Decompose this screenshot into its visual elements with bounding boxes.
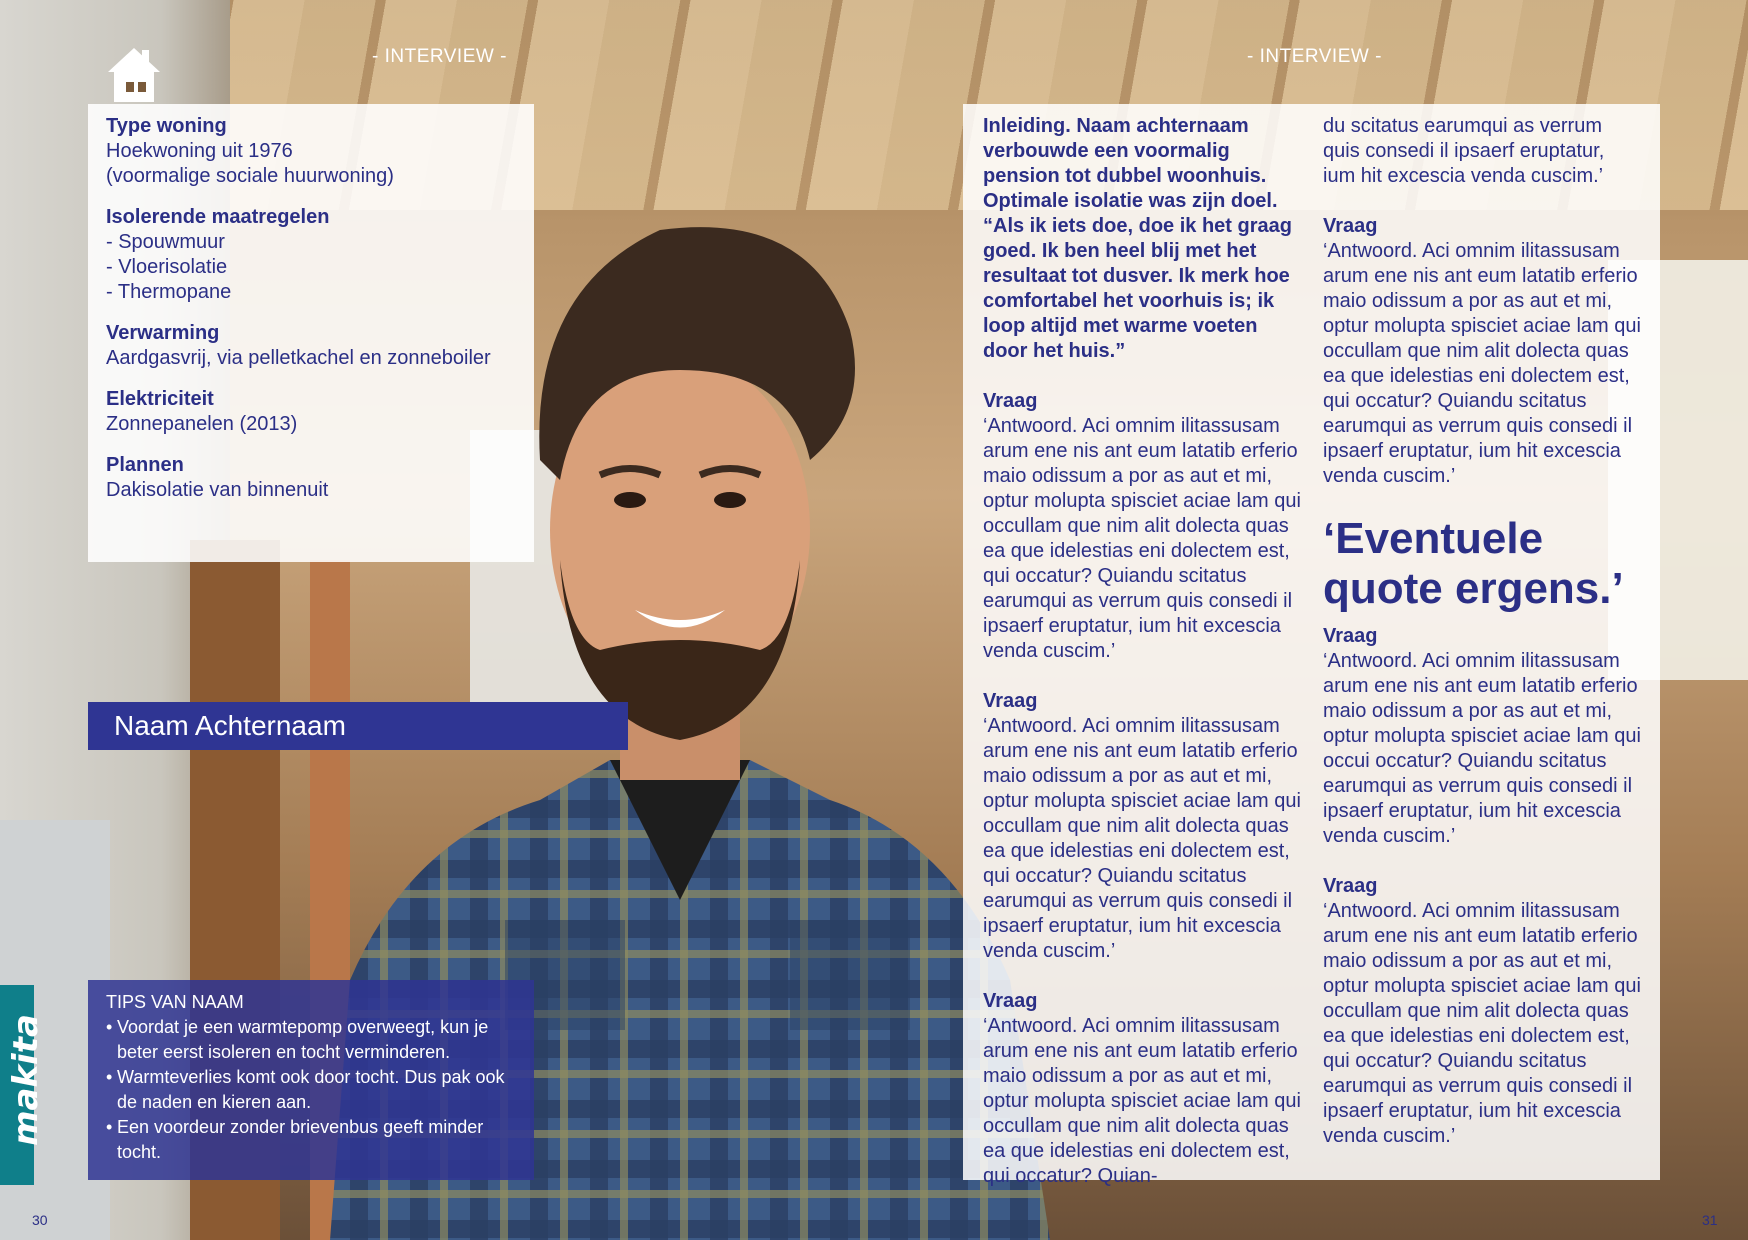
answer-text: ‘Antwoord. Aci omnim ilitassusam arum ene nis ant eum latatib erferio maio odissum a por as aut et mi, optur molupta spisciet aciae lam qui occui occatur? Quiandu scitatus earumqui as verrum quis consedi il ipsaerf eruptatur, ium hit excescia venda cuscim.’: [1323, 650, 1641, 847]
tips-list: [106, 1015, 516, 1165]
tip-item: • Voordat je een warmtepomp overweegt, kun je beter eerst isoleren en tocht verminderen.: [106, 1015, 516, 1065]
info-title: Isolerende maatregelen: [106, 206, 330, 228]
info-line: Hoekwoning uit 1976: [106, 140, 293, 162]
answer-continuation: du scitatus earumqui as verrum quis consedi il ipsaerf eruptatur, ium hit excescia venda cuscim.’: [1323, 115, 1605, 187]
house-info-panel: [88, 104, 534, 562]
info-title: Plannen: [106, 454, 184, 476]
info-line: - Spouwmuur: [106, 231, 225, 253]
article-panel: [963, 104, 1660, 1187]
interview-label-left: - INTERVIEW -: [372, 46, 507, 67]
info-verwarming: [106, 321, 516, 371]
question-label: Vraag: [1323, 875, 1378, 897]
article-intro: Inleiding. Naam achternaam verbouwde een voormalig pension tot dubbel woonhuis. Optimale isolatie was zijn doel. “Als ik iets doe, doe ik het graag goed. Ik ben heel blij met het resultaat tot dusver. Ik merk hoe comfortabel het voorhuis is; ik loop altijd met warme voeten door het huis.”: [983, 115, 1292, 362]
tips-box: [88, 980, 534, 1180]
question-label: Vraag: [1323, 625, 1378, 647]
info-line: Aardgasvrij, via pelletkachel en zonneboiler: [106, 347, 491, 369]
question-label: Vraag: [983, 390, 1038, 412]
answer-text: ‘Antwoord. Aci omnim ilitassusam arum ene nis ant eum latatib erferio maio odissum a por as aut et mi, optur molupta spisciet aciae lam qui occullam que nim alit dolecta quas ea que idelestias eni dolectem est, qui occatur? Quian-: [983, 1015, 1301, 1187]
info-title: Elektriciteit: [106, 388, 214, 410]
article-column-right: [1323, 114, 1641, 1174]
tips-title: TIPS VAN NAAM: [106, 992, 244, 1012]
question-label: Vraag: [983, 990, 1038, 1012]
answer-text: ‘Antwoord. Aci omnim ilitassusam arum ene nis ant eum latatib erferio maio odissum a por as aut et mi, optur molupta spisciet aciae lam qui occullam que nim alit dolecta quas ea que idelestias eni dolectem est, qui occatur? Quiandu scitatus earumqui as verrum quis consedi il ipsaerf eruptatur, ium hit excescia venda cuscim.’: [983, 715, 1301, 962]
house-icon: [104, 44, 164, 104]
tip-item: • Warmteverlies komt ook door tocht. Dus pak ook de naden en kieren aan.: [106, 1065, 516, 1115]
question-label: Vraag: [1323, 215, 1378, 237]
info-line: Dakisolatie van binnenuit: [106, 479, 329, 501]
pull-quote: ‘Eventuele quote ergens.’: [1323, 514, 1624, 613]
interview-label-right: - INTERVIEW -: [1247, 46, 1382, 67]
info-line: (voormalige sociale huurwoning): [106, 165, 394, 187]
info-type-woning: [106, 114, 516, 189]
interviewee-name-bar: Naam Achternaam: [88, 702, 628, 750]
info-line: Zonnepanelen (2013): [106, 413, 298, 435]
article-column-left: [983, 114, 1301, 1214]
info-isolerende-maatregelen: [106, 205, 516, 305]
info-title: Verwarming: [106, 322, 220, 344]
page-number-left: 30: [32, 1212, 48, 1228]
page-number-right: 31: [1702, 1212, 1718, 1228]
info-plannen: [106, 453, 516, 503]
info-line: - Thermopane: [106, 281, 232, 303]
info-title: Type woning: [106, 115, 227, 137]
makita-logo: makita: [5, 1014, 46, 1146]
info-elektriciteit: [106, 387, 516, 437]
question-label: Vraag: [983, 690, 1038, 712]
answer-text: ‘Antwoord. Aci omnim ilitassusam arum ene nis ant eum latatib erferio maio odissum a por as aut et mi, optur molupta spisciet aciae lam qui occullam que nim alit dolecta quas ea que idelestias eni dolectem est, qui occatur? Quiandu scitatus earumqui as verrum quis consedi il ipsaerf eruptatur, ium hit excescia venda cuscim.’: [1323, 900, 1641, 1147]
answer-text: ‘Antwoord. Aci omnim ilitassusam arum ene nis ant eum latatib erferio maio odissum a por as aut et mi, optur molupta spisciet aciae lam qui occullam que nim alit dolecta quas ea que idelestias eni dolectem est, qui occatur? Quiandu scitatus earumqui as verrum quis consedi il ipsaerf eruptatur, ium hit excescia venda cuscim.’: [983, 415, 1301, 662]
tip-item: • Een voordeur zonder brievenbus geeft minder tocht.: [106, 1115, 516, 1165]
answer-text: ‘Antwoord. Aci omnim ilitassusam arum ene nis ant eum latatib erferio maio odissum a por as aut et mi, optur molupta spisciet aciae lam qui occullam que nim alit dolecta quas ea que idelestias eni dolectem est, qui occatur? Quiandu scitatus earumqui as verrum quis consedi il ipsaerf eruptatur, ium hit excescia venda cuscim.’: [1323, 240, 1641, 487]
info-line: - Vloerisolatie: [106, 256, 228, 278]
